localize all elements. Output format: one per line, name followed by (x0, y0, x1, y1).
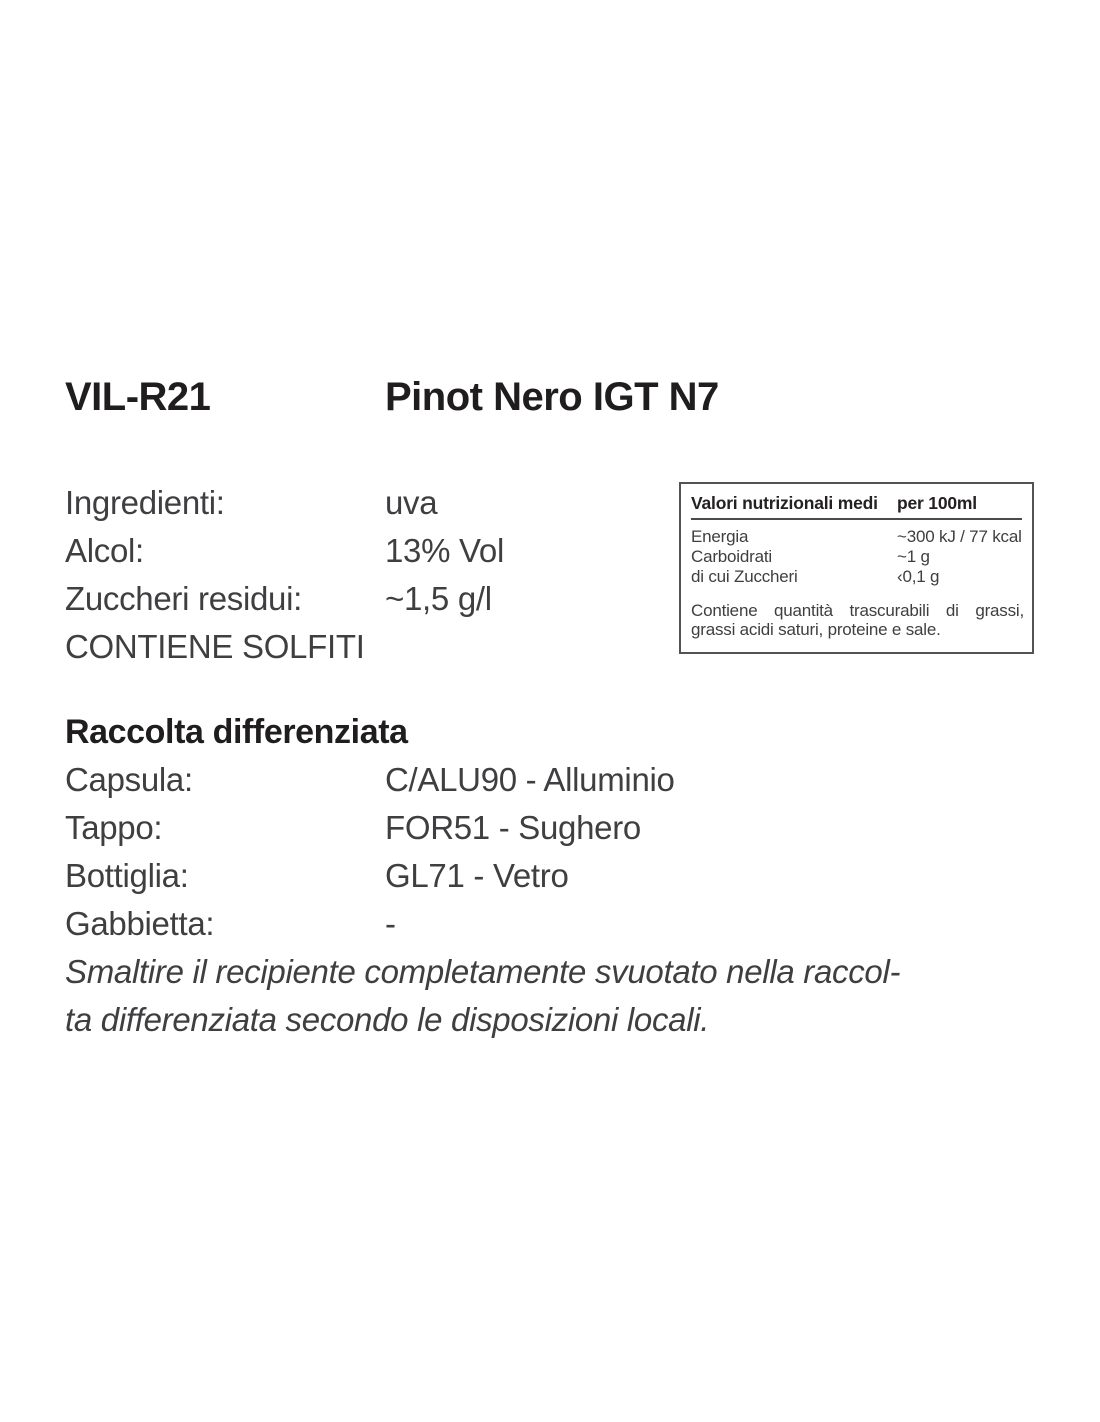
nutrition-title: Valori nutrizionali medi (691, 493, 878, 513)
disposal-note-line2: ta differenziata secondo le disposizioni locali. (65, 1001, 710, 1038)
detail-row (65, 479, 665, 527)
nutrition-row (691, 547, 1024, 567)
doc-header (65, 374, 719, 420)
nutrition-header (691, 493, 1024, 513)
nutrition-value: ~300 kJ / 77 kcal (897, 527, 1022, 546)
nutrition-table (679, 482, 1034, 654)
recycling-title: Raccolta differenziata (65, 713, 408, 751)
recycling-row (65, 756, 1045, 804)
recycling-row (65, 900, 1045, 948)
detail-label: Zuccheri residui: (65, 580, 302, 617)
nutrition-divider (691, 518, 1022, 520)
recycling-section (65, 708, 1045, 1044)
detail-row (65, 575, 665, 623)
details-section (65, 479, 665, 671)
nutrition-row (691, 527, 1024, 547)
nutrition-label: Energia (691, 527, 749, 546)
recycling-label: Tappo: (65, 809, 163, 846)
disposal-note-line1: Smaltire il recipiente completamente svuotato nella raccol- (65, 953, 901, 990)
nutrition-value: ‹0,1 g (897, 567, 940, 586)
recycling-label: Bottiglia: (65, 857, 189, 894)
recycling-row (65, 852, 1045, 900)
recycling-row (65, 804, 1045, 852)
allergen-statement: CONTIENE SOLFITI (65, 628, 365, 665)
nutrition-per-unit: per 100ml (897, 493, 977, 513)
detail-label: Ingredienti: (65, 484, 225, 521)
nutrition-label: Carboidrati (691, 547, 772, 566)
recycling-value: C/ALU90 - Alluminio (385, 761, 675, 798)
recycling-label: Gabbietta: (65, 905, 215, 942)
detail-label: Alcol: (65, 532, 144, 569)
disposal-note (65, 948, 1045, 1044)
nutrition-note: Contiene quantità trascurabili di grassi, grassi acidi saturi, proteine e sale. (691, 601, 1024, 639)
recycling-value: FOR51 - Sughero (385, 809, 641, 846)
product-code: VIL-R21 (65, 375, 211, 419)
detail-value: uva (385, 484, 438, 521)
recycling-value: GL71 - Vetro (385, 857, 569, 894)
nutrition-label: di cui Zuccheri (691, 567, 798, 586)
product-name: Pinot Nero IGT N7 (385, 375, 719, 419)
detail-value: 13% Vol (385, 532, 504, 569)
nutrition-row (691, 567, 1024, 587)
detail-row (65, 527, 665, 575)
recycling-label: Capsula: (65, 761, 193, 798)
detail-value: ~1,5 g/l (385, 580, 492, 617)
nutrition-value: ~1 g (897, 547, 930, 566)
recycling-value: - (385, 905, 396, 942)
